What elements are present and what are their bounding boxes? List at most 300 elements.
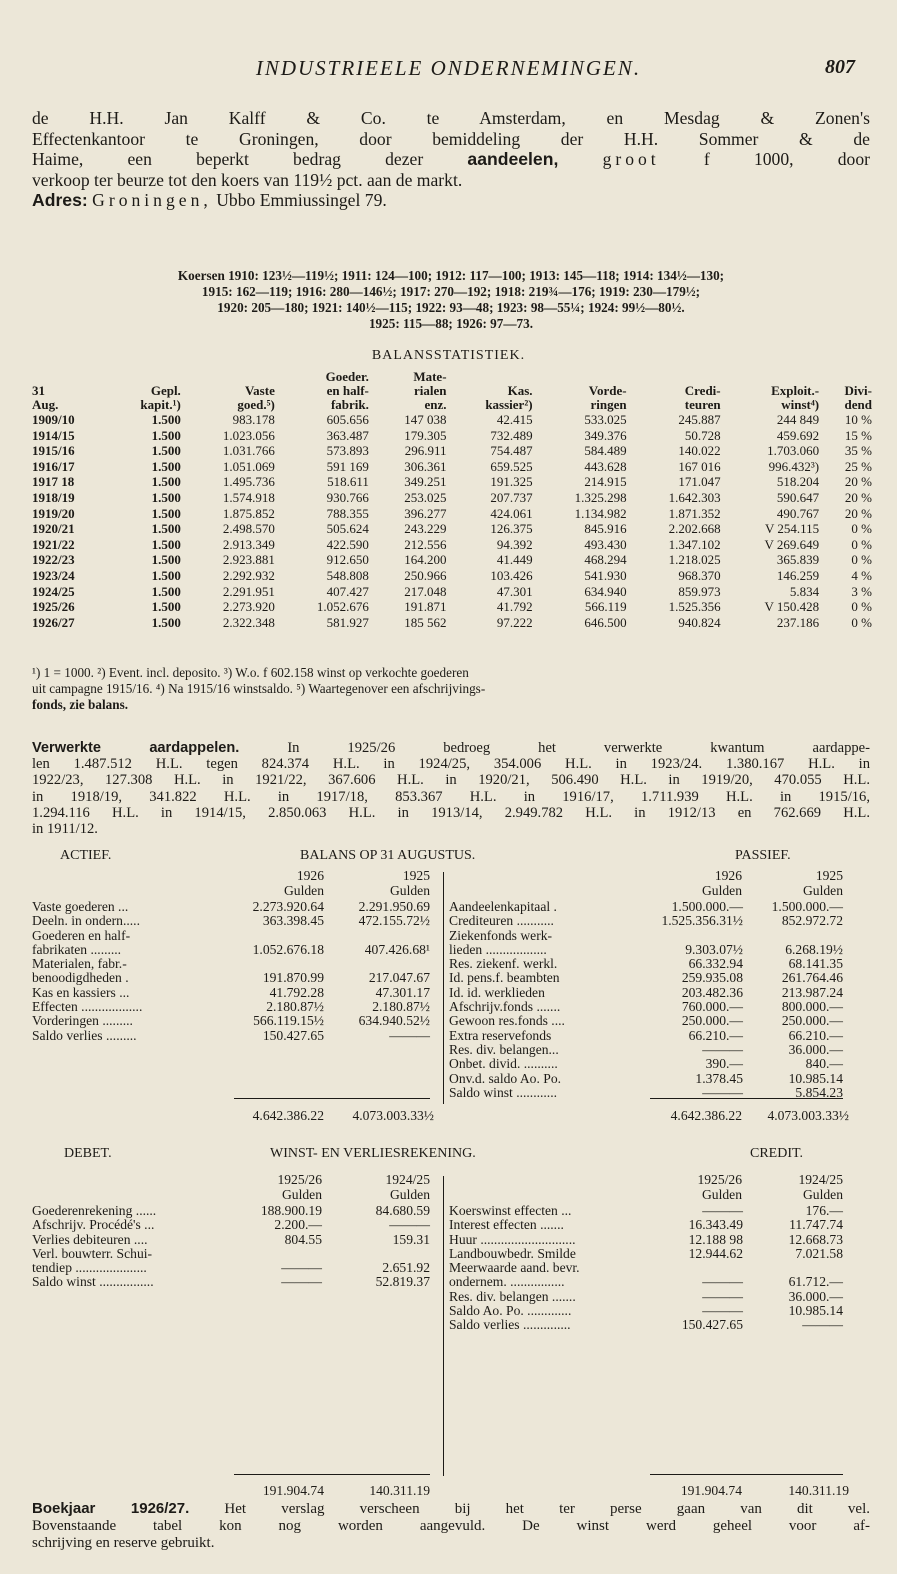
koersen-line-3: 1920: 205—180; 1921: 140½—115; 1922: 93—48; 1923: 98—55¼; 1924: 99½—80½. xyxy=(217,300,685,315)
table-cell: 1.500 xyxy=(151,536,181,552)
table-cell: 407.427 xyxy=(326,583,369,599)
table-cell: Verl. bouwterr. Schui- xyxy=(32,1245,153,1261)
balans-total-right-1: 4.642.386.22 xyxy=(670,1108,742,1123)
table-row xyxy=(449,1290,843,1304)
table-cell: 468.294 xyxy=(584,552,627,568)
table-cell: 7.021.58 xyxy=(795,1245,843,1261)
table-cell xyxy=(322,1247,430,1261)
boekjaar-line-2: Bovenstaande tabel kon nog worden aangevuld. De winst werd geheel voor af- xyxy=(32,1518,870,1534)
table-cell: 490.767 xyxy=(776,505,820,521)
table-cell: benoodigdheden . xyxy=(32,970,129,986)
table-cell: 12.188 98 xyxy=(688,1231,743,1247)
table-row xyxy=(449,1057,843,1071)
table-cell: 1.500.000.— xyxy=(671,899,743,914)
table-cell: 422.590 xyxy=(326,536,369,552)
table-cell: 2.322.348 xyxy=(222,614,275,630)
table-cell: 1915/16 xyxy=(32,443,75,459)
table-cell: 1.642.303 xyxy=(668,489,721,505)
aardappelen-line-3: 1922/23, 127.308 H.L. in 1921/22, 367.606 H.L. in 1920/21, 506.490 H.L. in 1919/20, 470.055 H.L. xyxy=(32,772,870,789)
table-row xyxy=(449,1043,843,1057)
table-cell: 42.415 xyxy=(496,412,533,427)
boekjaar-line-3: schrijving en reserve gebruikt. xyxy=(32,1535,215,1551)
table-cell: 363.487 xyxy=(326,427,369,443)
table-cell: 217.047.67 xyxy=(368,970,430,986)
table-cell: 164.200 xyxy=(404,552,447,568)
koersen-line-2: 1915: 162—119; 1916: 280—146½; 1917: 270—192; 1918: 219¾—176; 1919: 230—179½; xyxy=(201,284,701,299)
table-cell: Id. pens.f. beambten xyxy=(449,970,560,986)
credit-label: CREDIT. xyxy=(750,1146,804,1161)
footnote-line-3: fonds, zie balans. xyxy=(32,697,128,712)
table-cell: 581.927 xyxy=(326,614,369,630)
table-cell: 191.871 xyxy=(404,599,447,615)
table-row xyxy=(449,1014,843,1028)
aardappelen-text: In 1925/26 bedroeg het verwerkte kwantum aardappe- xyxy=(287,740,870,756)
boekjaar-line-1 xyxy=(32,1500,870,1518)
table-cell: 306.361 xyxy=(404,458,447,474)
actief-label: ACTIEF. xyxy=(60,848,112,863)
table-cell xyxy=(324,929,430,943)
table-cell: 12.944.62 xyxy=(688,1245,743,1261)
table-cell: 840.— xyxy=(805,1056,843,1072)
table-cell: 1.500 xyxy=(151,521,181,537)
table-cell: 1.525.356 xyxy=(668,599,721,615)
table-cell: Aandeelenkapitaal . xyxy=(449,899,557,914)
table-cell: 590.647 xyxy=(776,489,820,505)
table-cell: 1.031.766 xyxy=(222,443,275,459)
table-cell: 25 % xyxy=(844,458,872,474)
table-cell: Saldo verlies .............. xyxy=(449,1317,571,1333)
table-row xyxy=(449,1233,843,1247)
table-row xyxy=(32,929,430,943)
table-cell: 2.913.349 xyxy=(222,536,275,552)
table-body xyxy=(32,900,430,1043)
table-cell: lieden .................. xyxy=(449,941,547,957)
table-cell: 250.000.— xyxy=(681,1013,743,1029)
table-cell: 97.222 xyxy=(496,614,533,630)
table-cell: Goederenrekening ...... xyxy=(32,1203,157,1218)
table-cell: Landbouwbedr. Smilde xyxy=(449,1245,576,1261)
table-cell: 518.204 xyxy=(776,474,820,490)
table-cell: 203.482.36 xyxy=(681,984,743,1000)
table-row xyxy=(32,1275,430,1289)
table-cell: Onbet. divid. .......... xyxy=(449,1056,558,1072)
table-cell: 61.712.— xyxy=(788,1274,843,1290)
table-cell: 1.500 xyxy=(151,489,181,505)
table-row xyxy=(30,599,874,615)
table-cell: ——— xyxy=(281,1260,322,1276)
table-cell: 243.229 xyxy=(404,521,447,537)
table-row xyxy=(32,1247,430,1261)
table-cell: Vorderingen ......... xyxy=(32,1013,133,1029)
table-cell: 1.500 xyxy=(151,412,181,427)
table-cell: 659.525 xyxy=(490,458,533,474)
col-header: teuren xyxy=(684,397,721,412)
table-cell: 2.651.92 xyxy=(382,1260,430,1276)
table-cell: 390.— xyxy=(705,1056,743,1072)
aardappelen-label: Verwerkte aardappelen. xyxy=(32,740,240,756)
table-cell: 4 % xyxy=(851,567,872,583)
table-cell: 150.427.65 xyxy=(262,1027,324,1043)
table-cell: 3 % xyxy=(851,583,872,599)
table-cell: ——— xyxy=(702,1288,743,1304)
passief-label: PASSIEF. xyxy=(735,848,791,863)
balans-unit-4: Gulden xyxy=(802,883,843,898)
table-cell: ——— xyxy=(389,1217,430,1233)
table-cell: 1916/17 xyxy=(32,458,75,474)
table-row xyxy=(32,1233,430,1247)
table-cell: 66.210.— xyxy=(788,1027,843,1043)
intro-paragraph xyxy=(32,108,870,211)
table-cell: 859.973 xyxy=(678,583,721,599)
table-cell: ——— xyxy=(702,1084,743,1100)
balans-actief-table xyxy=(32,900,430,1043)
col-header: goed.⁵) xyxy=(237,397,275,412)
table-cell: 0 % xyxy=(851,614,872,630)
debet-label: DEBET. xyxy=(64,1146,112,1161)
wv-unit-2: Gulden xyxy=(389,1187,430,1202)
table-cell: 0 % xyxy=(851,552,872,568)
table-cell: 634.940 xyxy=(584,583,627,599)
table-cell: 573.893 xyxy=(326,443,369,459)
table-cell: 0 % xyxy=(851,599,872,615)
table-cell: 1.500 xyxy=(151,443,181,459)
wv-year-1: 1925/26 xyxy=(277,1172,322,1187)
col-header: Goeder. xyxy=(325,369,369,384)
address-line xyxy=(32,190,870,211)
koersen-line-1: Koersen 1910: 123½—119½; 1911: 124—100; 1912: 117—100; 1913: 145—118; 1914: 134½—130; xyxy=(177,268,725,283)
table-cell: 10.985.14 xyxy=(788,1070,843,1086)
table-cell: 2.292.932 xyxy=(222,567,275,583)
running-title: INDUSTRIEELE ONDERNEMINGEN. xyxy=(255,56,642,80)
table-cell: V 254.115 xyxy=(764,521,820,537)
table-cell: 1.500 xyxy=(151,599,181,615)
table-cell: Onv.d. saldo Ao. Po. xyxy=(449,1070,562,1086)
table-row xyxy=(32,900,430,914)
table-cell: 732.489 xyxy=(490,427,533,443)
table-row xyxy=(449,1072,843,1086)
col-header: en half- xyxy=(326,383,369,398)
table-cell: 1924/25 xyxy=(32,583,75,599)
intro-line-2: Effectenkantoor te Groningen, door bemiddeling der H.H. Sommer & de xyxy=(32,128,870,149)
table-cell: 646.500 xyxy=(584,614,627,630)
table-cell: 1.500 xyxy=(151,505,181,521)
table-cell: 983.178 xyxy=(232,412,275,427)
table-cell: 41.792 xyxy=(496,599,533,615)
table-row xyxy=(30,428,874,444)
col-header xyxy=(183,370,277,384)
table-cell: 41.449 xyxy=(496,552,533,568)
table-cell: Verlies debiteuren .... xyxy=(32,1231,148,1247)
table-cell: 2.498.570 xyxy=(222,521,275,537)
table-cell: 5.854.23 xyxy=(795,1084,843,1100)
table-cell: V 150.428 xyxy=(764,599,820,615)
table-cell: Gewoon res.fonds .... xyxy=(449,1013,565,1029)
table-cell: 2.200.— xyxy=(274,1217,322,1233)
col-header: enz. xyxy=(424,397,447,412)
table-cell: 159.31 xyxy=(392,1231,430,1247)
table-cell: 754.487 xyxy=(490,443,533,459)
table-cell: 1918/19 xyxy=(32,489,75,505)
table-row xyxy=(449,900,843,914)
wv-year-3: 1925/26 xyxy=(697,1172,742,1187)
balans-year-3: 1926 xyxy=(714,868,742,883)
page-header xyxy=(0,56,897,86)
table-cell: 20 % xyxy=(844,489,872,505)
table-row xyxy=(449,986,843,1000)
table-cell: 533.025 xyxy=(584,412,627,427)
table-cell: 214.915 xyxy=(584,474,627,490)
balans-title: BALANS OP 31 AUGUSTUS. xyxy=(300,848,476,863)
table-cell: Meerwaarde aand. bevr. xyxy=(449,1260,580,1276)
balans-total-rule-left xyxy=(234,1098,430,1099)
aandeelen-keyword: aandeelen, xyxy=(467,149,559,169)
table-row xyxy=(449,1247,843,1261)
table-cell: 1.500 xyxy=(151,458,181,474)
table-cell: 566.119 xyxy=(584,599,627,615)
table-cell: 244 849 xyxy=(776,412,820,427)
intro-line-1: de H.H. Jan Kalff & Co. te Amsterdam, en Mesdag & Zonen's xyxy=(32,108,870,128)
table-cell: 16.343.49 xyxy=(688,1217,743,1233)
table-cell: 1.051.069 xyxy=(222,458,275,474)
table-cell: ondernem. ................ xyxy=(449,1274,565,1290)
table-cell: 259.935.08 xyxy=(681,970,743,986)
table-row xyxy=(30,459,874,475)
table-header-row xyxy=(30,398,874,412)
table-cell xyxy=(643,1261,743,1275)
table-cell: 0 % xyxy=(851,521,872,537)
wv-unit-3: Gulden xyxy=(701,1187,742,1202)
table-cell: 1.495.736 xyxy=(222,474,275,490)
table-row xyxy=(32,957,430,971)
table-cell: 800.000.— xyxy=(781,999,843,1015)
table-row xyxy=(30,506,874,522)
table-row xyxy=(32,986,430,1000)
table-row xyxy=(449,1029,843,1043)
table-cell: 443.628 xyxy=(584,458,627,474)
table-cell: 1.500 xyxy=(151,552,181,568)
koersen-line-4: 1925: 115—88; 1926: 97—73. xyxy=(368,316,534,331)
table-cell: Effecten .................. xyxy=(32,999,143,1015)
table-cell: 518.611 xyxy=(327,474,369,490)
table-cell: 493.430 xyxy=(584,536,627,552)
table-header-row xyxy=(30,384,874,398)
table-cell: 36.000.— xyxy=(788,1288,843,1304)
table-cell: 912.650 xyxy=(326,552,369,568)
col-header: kapit.¹) xyxy=(140,397,181,412)
table-cell: 1.052.676.18 xyxy=(252,941,324,957)
table-cell xyxy=(232,929,324,943)
table-cell: 1.500 xyxy=(151,474,181,490)
table-row xyxy=(30,584,874,600)
table-cell: 1.500 xyxy=(151,583,181,599)
groot-text: groot xyxy=(602,149,660,169)
table-row xyxy=(449,1218,843,1232)
table-body xyxy=(449,1204,843,1333)
col-header: Vorde- xyxy=(588,383,627,398)
table-cell: 188.900.19 xyxy=(260,1203,322,1218)
table-cell: Crediteuren ........... xyxy=(449,913,554,929)
table-cell: 191.325 xyxy=(490,474,533,490)
footnote-line-2: uit campagne 1915/16. ⁴) Na 1915/16 winstsaldo. ⁵) Waartegenover een afschrijvings- xyxy=(32,681,486,696)
table-cell xyxy=(643,929,743,943)
table-row xyxy=(30,568,874,584)
table-cell: 930.766 xyxy=(326,489,369,505)
table-cell: Deeln. in ondern..... xyxy=(32,913,140,929)
table-cell: 20 % xyxy=(844,505,872,521)
table-cell: 459.692 xyxy=(776,427,820,443)
intro-line-3 xyxy=(32,149,870,170)
table-cell: ——— xyxy=(702,1274,743,1290)
table-cell: 407.426.68¹ xyxy=(364,941,430,957)
wv-title: WINST- EN VERLIESREKENING. xyxy=(270,1146,476,1161)
col-header: Kas. xyxy=(507,383,533,398)
col-header xyxy=(108,370,183,384)
table-cell: 566.119.15½ xyxy=(253,1013,324,1029)
table-cell: Goederen en half- xyxy=(32,927,131,943)
table-cell: 2.291.950.69 xyxy=(358,899,430,914)
table-cell: 1.023.056 xyxy=(222,427,275,443)
col-header: ringen xyxy=(590,397,627,412)
table-cell: 804.55 xyxy=(284,1231,322,1247)
table-row xyxy=(30,490,874,506)
col-header: fabrik. xyxy=(330,397,369,412)
table-row xyxy=(32,971,430,985)
table-cell: 1.500 xyxy=(151,567,181,583)
table-cell: Kas en kassiers ... xyxy=(32,984,130,1000)
table-cell: 212.556 xyxy=(404,536,447,552)
table-body xyxy=(30,412,874,630)
table-cell: 191.870.99 xyxy=(262,970,324,986)
table-row xyxy=(449,1000,843,1014)
col-header: Vaste xyxy=(244,383,275,398)
table-cell: 1909/10 xyxy=(32,412,75,427)
col-header xyxy=(723,370,821,384)
table-cell: 634.940.52½ xyxy=(358,1013,430,1029)
table-row xyxy=(449,957,843,971)
table-cell: 176.— xyxy=(805,1203,843,1218)
table-row xyxy=(449,914,843,928)
table-cell: 396.277 xyxy=(404,505,447,521)
col-header: Divi- xyxy=(844,383,872,398)
table-row xyxy=(30,474,874,490)
table-cell: ——— xyxy=(389,1027,430,1043)
table-cell: 171.047 xyxy=(678,474,721,490)
balans-total-rule-right xyxy=(650,1098,843,1099)
wv-unit-1: Gulden xyxy=(281,1187,322,1202)
table-cell: 996.432³) xyxy=(768,458,820,474)
col-header: rialen xyxy=(414,383,447,398)
table-cell: 363.398.45 xyxy=(262,913,324,929)
table-row xyxy=(30,412,874,428)
col-header: Exploit.- xyxy=(771,383,820,398)
col-header: dend xyxy=(844,397,872,412)
table-row xyxy=(32,1029,430,1043)
col-header xyxy=(449,370,535,384)
table-row xyxy=(30,521,874,537)
table-cell: Materialen, fabr.- xyxy=(32,956,127,972)
address-label: Adres: xyxy=(32,190,88,210)
table-row xyxy=(32,1204,430,1218)
table-body xyxy=(449,900,843,1100)
balans-year-2: 1925 xyxy=(402,868,430,883)
table-cell xyxy=(324,957,430,971)
table-cell: 1925/26 xyxy=(32,599,75,615)
table-cell: 207.737 xyxy=(490,489,533,505)
aardappelen-paragraph xyxy=(32,740,870,837)
col-header: Credi- xyxy=(684,383,721,398)
boekjaar-label: Boekjaar 1926/27. xyxy=(32,1500,190,1517)
table-cell: 505.624 xyxy=(326,521,369,537)
aardappelen-line-1 xyxy=(32,740,870,756)
table-cell: 541.930 xyxy=(584,567,627,583)
table-cell: Saldo winst ............ xyxy=(449,1084,557,1100)
table-cell: Koerswinst effecten ... xyxy=(449,1203,572,1218)
balans-unit-1: Gulden xyxy=(283,883,324,898)
intro-text: Haime, een beperkt bedrag dezer xyxy=(32,149,424,169)
table-header-row xyxy=(30,370,874,384)
table-cell: 50.728 xyxy=(684,427,721,443)
table-cell: 1.871.352 xyxy=(668,505,721,521)
table-cell: 47.301.17 xyxy=(375,984,430,1000)
col-header xyxy=(535,370,629,384)
table-cell: 1.500 xyxy=(151,427,181,443)
table-cell: 760.000.— xyxy=(681,999,743,1015)
table-cell: 167 016 xyxy=(678,458,721,474)
balans-divider xyxy=(443,872,444,1104)
table-cell: 11.747.74 xyxy=(789,1217,843,1233)
table-body xyxy=(32,1204,430,1290)
table-row xyxy=(449,929,843,943)
table-cell: Vaste goederen ... xyxy=(32,899,129,914)
table-cell: 66.332.94 xyxy=(688,956,743,972)
table-cell: 6.268.19½ xyxy=(785,941,843,957)
table-cell: 1.500 xyxy=(151,614,181,630)
table-cell: 47.301 xyxy=(496,583,533,599)
table-row xyxy=(32,1261,430,1275)
table-cell: 10 % xyxy=(844,412,872,427)
balans-unit-3: Gulden xyxy=(701,883,742,898)
table-cell: Saldo winst ................ xyxy=(32,1274,154,1290)
table-cell: Res. div. belangen... xyxy=(449,1041,559,1057)
table-cell: 35 % xyxy=(844,443,872,459)
table-cell: 185 562 xyxy=(404,614,447,630)
balans-total-left-1: 4.642.386.22 xyxy=(252,1108,324,1123)
balans-total-right-2: 4.073.003.33½ xyxy=(767,1108,849,1123)
aardappelen-line-5: 1.294.116 H.L. in 1914/15, 2.850.063 H.L. in 1913/14, 2.949.782 H.L. in 1912/13 en 762.669 H.L. xyxy=(32,804,870,821)
wv-total-right-1: 191.904.74 xyxy=(680,1483,742,1498)
table-cell: 1923/24 xyxy=(32,567,75,583)
table-cell: Afschrijv. Procédé's ... xyxy=(32,1217,155,1233)
table-cell: 1.525.356.31½ xyxy=(661,913,743,929)
table-cell: 5.834 xyxy=(789,583,820,599)
boekjaar-text: Het verslag verscheen bij het ter perse gaan van dit vel. xyxy=(224,1501,870,1517)
col-header: 31 xyxy=(32,383,45,398)
table-cell: 548.808 xyxy=(326,567,369,583)
table-cell: 84.680.59 xyxy=(375,1203,430,1218)
table-cell: 237.186 xyxy=(776,614,820,630)
table-cell: 36.000.— xyxy=(788,1041,843,1057)
table-cell: 68.141.35 xyxy=(788,956,843,972)
boekjaar-paragraph xyxy=(32,1500,870,1552)
wv-total-left-2: 140.311.19 xyxy=(369,1483,430,1498)
table-row xyxy=(449,1261,843,1275)
table-cell: Ziekenfonds werk- xyxy=(449,927,553,943)
wv-year-2: 1924/25 xyxy=(385,1172,430,1187)
table-cell: 179.305 xyxy=(404,427,447,443)
balance-statistics-table xyxy=(30,370,874,630)
nominal-value: f 1000, door xyxy=(703,149,870,169)
table-cell: 52.819.37 xyxy=(375,1274,430,1290)
